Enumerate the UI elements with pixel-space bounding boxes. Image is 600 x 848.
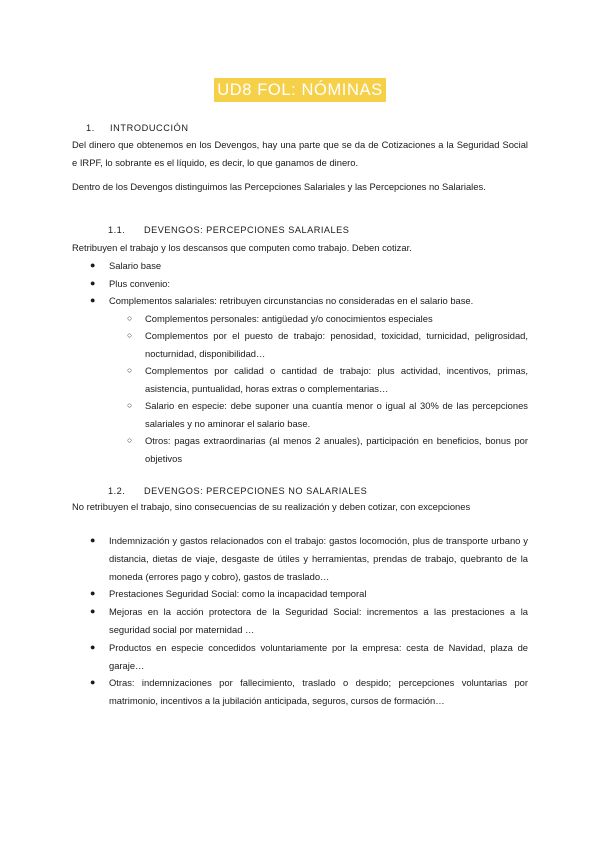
bullet-icon: ● <box>90 535 96 545</box>
circle-bullet-icon: ○ <box>127 312 133 323</box>
section-number: 1. <box>86 123 95 133</box>
subsection-heading-no-salariales <box>108 486 367 496</box>
bullet-icon: ● <box>90 606 96 617</box>
section-heading-introduccion <box>86 123 189 133</box>
subsection-number: 1.2. <box>108 486 126 496</box>
intro-paragraph-2: Dentro de los Devengos distinguimos las Percepciones Salariales y las Percepciones no Salariales. <box>72 181 486 192</box>
bullet-icon: ● <box>90 295 96 305</box>
subsection-title: DEVENGOS: PERCEPCIONES SALARIALES <box>144 225 350 235</box>
circle-bullet-icon: ○ <box>127 330 133 340</box>
subsection-heading-salariales <box>108 225 349 235</box>
salariales-list <box>72 257 528 467</box>
sublist-item: ○ Complementos personales: antigüedad y/o conocimientos especiales <box>109 310 528 328</box>
list-item: ● Complementos salariales: retribuyen circunstancias no consideradas en el salario base. ○ Complementos personales: antigüedad y/o conocimientos especiales ○ Complementos por el puesto de trabajo: penosidad, toxicidad, turnicidad, peligrosidad, nocturnidad, disponibilidad… ○ Complementos por calidad o cantidad de trabajo: plus actividad, incentivos, primas, asistencia, puntualidad, horas extras o complementarias… ○ Salario en especie: debe suponer una cuantía menor o igual al 30% de las percepciones salariales y no aminorar el salario base. ○ Otros: pagas extraordinarias (al menos 2 anuales), participación en beneficios, bonus por objetivos <box>72 292 528 467</box>
sublist-item: ○ Salario en especie: debe suponer una cuantía menor o igual al 30% de las percepciones salariales y no aminorar el salario base. <box>109 397 528 432</box>
sublist-item: ○ Complementos por calidad o cantidad de trabajo: plus actividad, incentivos, primas, asistencia, puntualidad, horas extras o complementarias… <box>109 362 528 397</box>
sublist-item: ○ Otros: pagas extraordinarias (al menos 2 anuales), participación en beneficios, bonus por objetivos <box>109 432 528 467</box>
complementos-sublist <box>109 310 528 468</box>
list-item: ● Mejoras en la acción protectora de la Seguridad Social: incrementos a las prestaciones a la seguridad social por maternidad … <box>72 603 528 639</box>
bullet-icon: ● <box>90 588 96 599</box>
title-wrapper <box>0 78 600 102</box>
list-item: ● Prestaciones Seguridad Social: como la incapacidad temporal <box>72 585 528 603</box>
bullet-icon: ● <box>90 641 96 652</box>
salariales-intro: Retribuyen el trabajo y los descansos que computen como trabajo. Deben cotizar. <box>72 242 412 253</box>
section-title: INTRODUCCIÓN <box>110 123 189 133</box>
list-item: ● Productos en especie concedidos voluntariamente por la empresa: cesta de Navidad, plaza de garaje… <box>72 639 528 675</box>
no-salariales-list <box>72 532 528 710</box>
no-salariales-intro: No retribuyen el trabajo, sino consecuencias de su realización y deben cotizar, con excepciones <box>72 501 471 512</box>
list-item: ● Plus convenio: <box>72 275 528 293</box>
circle-bullet-icon: ○ <box>127 435 133 445</box>
bullet-icon: ● <box>90 677 96 688</box>
circle-bullet-icon: ○ <box>127 365 133 375</box>
list-item: ● Indemnización y gastos relacionados con el trabajo: gastos locomoción, plus de transporte urbano y distancia, dietas de viaje, desgaste de útiles y herramientas, prendas de trabajo, quebranto de la moneda (errores pago y cobro), gastos de traslado… <box>72 532 528 585</box>
document-title: UD8 FOL: NÓMINAS <box>214 78 385 102</box>
bullet-icon: ● <box>90 277 96 288</box>
bullet-icon: ● <box>90 260 96 270</box>
subsection-title: DEVENGOS: PERCEPCIONES NO SALARIALES <box>144 486 368 496</box>
intro-paragraph-1: Del dinero que obtenemos en los Devengos, hay una parte que se da de Cotizaciones a la Seguridad Social e IRPF, lo sobrante es el líquido, es decir, lo que ganamos de dinero. <box>72 139 528 168</box>
circle-bullet-icon: ○ <box>127 400 133 410</box>
subsection-number: 1.1. <box>108 225 126 235</box>
list-item: ● Otras: indemnizaciones por fallecimiento, traslado o despido; percepciones voluntarias por matrimonio, incentivos a la jubilación anticipada, seguros, cursos de formación… <box>72 674 528 710</box>
sublist-item: ○ Complementos por el puesto de trabajo: penosidad, toxicidad, turnicidad, peligrosidad, nocturnidad, disponibilidad… <box>109 327 528 362</box>
list-item: ● Salario base <box>72 257 528 275</box>
